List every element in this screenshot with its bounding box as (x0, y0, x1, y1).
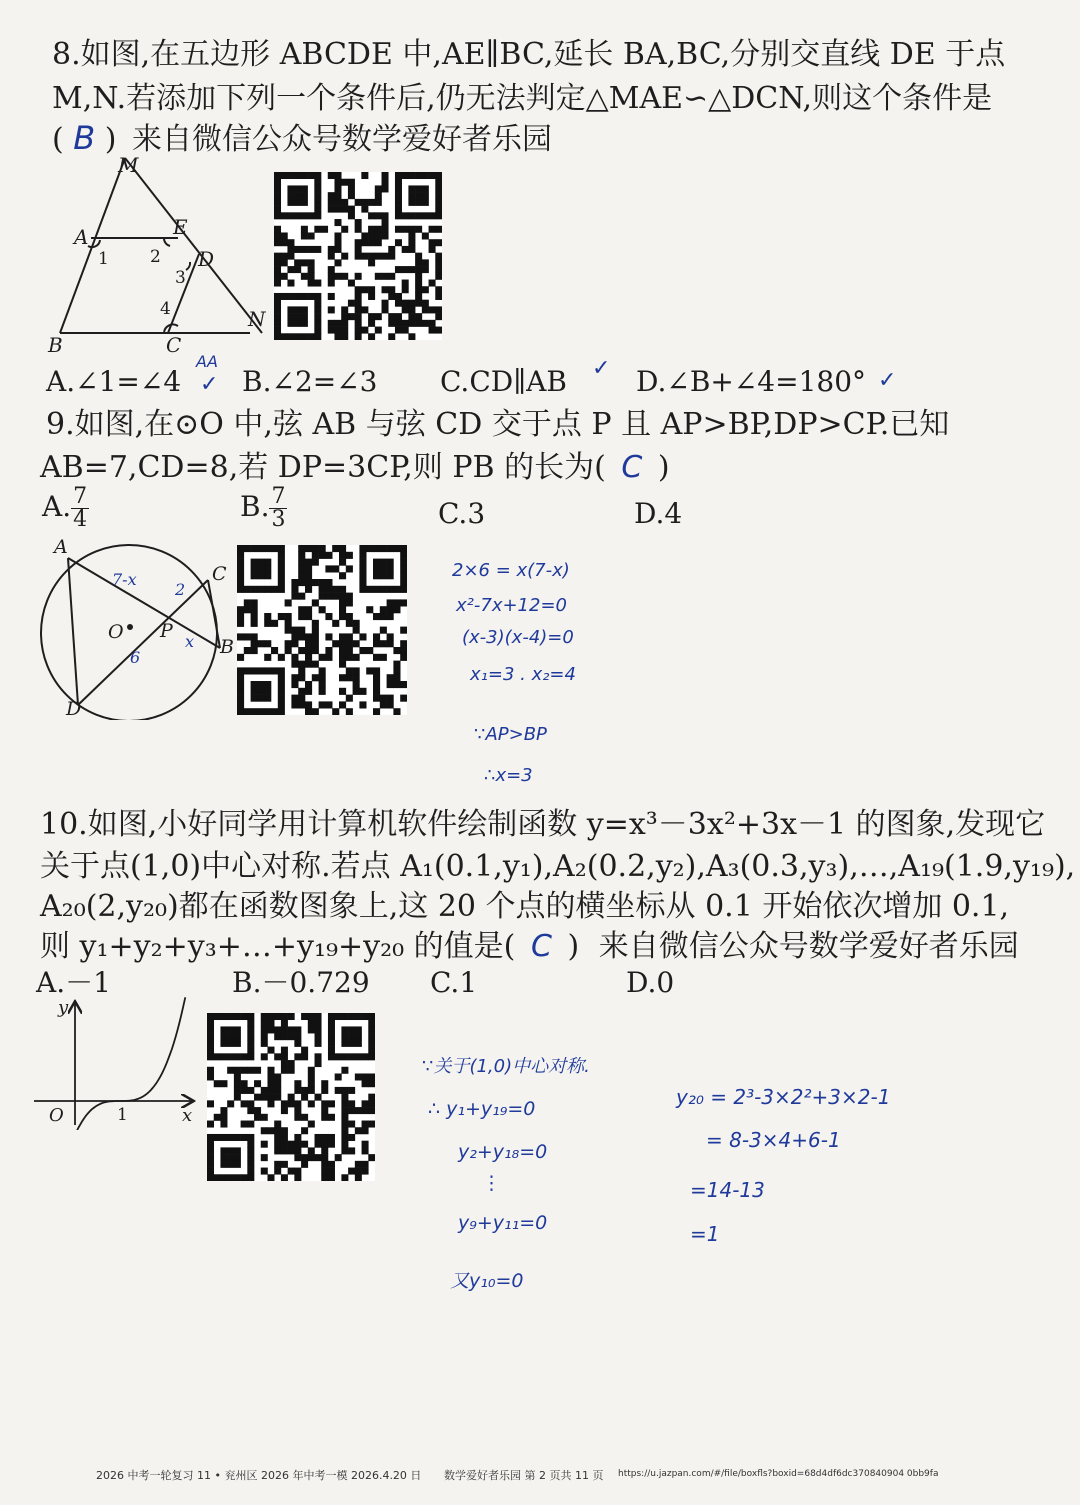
q9-segment-cb (208, 580, 220, 648)
q9-line2-text: AB=7,CD=8,若 DP=3CP,则 PB 的长为( (40, 450, 606, 485)
q9-option-a-den: 4 (73, 507, 88, 532)
q9-option-b-num: 7 (271, 484, 286, 509)
q8-source: 来自微信公众号数学爱好者乐园 (132, 122, 553, 157)
q8-paren-close: ) (104, 122, 117, 157)
q8-angle-1-label: 1 (98, 249, 109, 269)
q8-label-d: D (198, 247, 215, 271)
q10-line4-text: 则 y₁+y₂+y₃+…+y₁₉+y₂₀ 的值是( (40, 929, 516, 964)
q10-handwritten-answer: C (530, 929, 552, 964)
q10-function-curve (71, 997, 186, 1130)
q8-angle-3-label: 3 (175, 268, 186, 288)
q8-handwritten-answer: B (73, 119, 96, 157)
q9-figure (30, 535, 240, 720)
q10-source: 来自微信公众号数学爱好者乐园 (598, 929, 1019, 964)
q9-label-o: O (108, 621, 124, 643)
q9-work-line1: 2×6 = x(7-x) (452, 560, 570, 581)
q10-label-one: 1 (117, 1105, 128, 1125)
q9-option-b (240, 486, 287, 531)
q9-option-a-num: 7 (73, 484, 88, 509)
q9-center-dot (127, 624, 133, 630)
q9-work-line5: ∵AP>BP (474, 724, 547, 745)
q9-work-line3: (x-3)(x-4)=0 (462, 627, 574, 648)
q9-option-b-den: 3 (271, 507, 286, 532)
q8-segment-cd (168, 254, 199, 333)
q9-work-line2: x²-7x+12=0 (456, 595, 567, 616)
q8-label-e: E (173, 215, 188, 239)
q9-option-b-prefix: B. (240, 490, 270, 523)
q8-figure (40, 150, 280, 360)
q8-option-b: B.∠2=∠3 (242, 365, 378, 398)
q8-check-c: ✓ (592, 356, 611, 381)
q10-paren-close: ) (567, 929, 580, 964)
q8-label-n: N (248, 307, 266, 331)
q9-line2 (40, 449, 670, 487)
footer-middle: 数学爱好者乐园 第 2 页共 11 页 (444, 1469, 604, 1482)
q10-label-origin: O (49, 1105, 64, 1126)
q9-option-a-prefix: A. (42, 490, 72, 523)
q8-label-c: C (166, 333, 182, 357)
q9-option-d: D.4 (634, 497, 683, 530)
q10-label-x: x (182, 1105, 193, 1126)
q9-note-x: x (185, 632, 195, 651)
q10-option-c: C.1 (430, 966, 478, 999)
q10-work-left-5: y₉+y₁₁=0 (458, 1212, 548, 1234)
q8-option-c: C.CD∥AB (440, 365, 567, 398)
q10-line1: 10.如图,小好同学用计算机软件绘制函数 y=x³－3x²+3x－1 的图象,发现它 (40, 807, 1046, 842)
q10-work-left-4: ⋮ (482, 1172, 501, 1194)
q10-work-right-4: =1 (690, 1222, 720, 1246)
q10-work-left-6: 又y₁₀=0 (450, 1270, 524, 1292)
q9-label-b: B (220, 636, 234, 658)
q9-chord-ab (68, 558, 220, 648)
q9-option-a-fraction (71, 486, 89, 531)
q9-label-d: D (66, 698, 82, 720)
q8-option-a: A.∠1=∠4 (46, 365, 182, 398)
q10-work-right-3: =14-13 (690, 1178, 765, 1202)
q8-angle-2-arc (164, 238, 170, 246)
q8-option-d: D.∠B+∠4=180° (636, 365, 867, 398)
q9-qr-code (237, 545, 407, 715)
q9-segment-ad (68, 558, 78, 705)
q10-work-left-3: y₂+y₁₈=0 (458, 1141, 548, 1163)
footer-left: 2026 中考一轮复习 11 • 兖州区 2026 年中考一模 2026.4.20 日 (96, 1469, 422, 1482)
q8-check-d: ✓ (878, 368, 897, 393)
q10-qr-code (207, 1013, 375, 1181)
q9-option-c: C.3 (438, 497, 486, 530)
q8-label-b: B (48, 333, 63, 357)
q8-angle-4-label: 4 (160, 299, 171, 319)
q9-work-line6: ∴x=3 (484, 765, 533, 786)
q10-work-left-2: ∴ y₁+y₁₉=0 (428, 1098, 536, 1120)
q8-paren-open: ( (52, 122, 64, 157)
q9-work-line4: x₁=3 . x₂=4 (470, 664, 576, 685)
q9-line1: 9.如图,在⊙O 中,弦 AB 与弦 CD 交于点 P 且 AP>BP,DP>CP.已知 (46, 407, 950, 442)
q9-label-c: C (212, 563, 227, 585)
q9-handwritten-answer: C (621, 450, 643, 485)
q9-label-a: A (54, 536, 68, 558)
q9-note-7-x: 7-x (112, 570, 137, 589)
q8-note-aa: AA (196, 352, 218, 371)
q8-line-mn (125, 158, 262, 333)
q8-line-bm (60, 158, 125, 333)
q9-label-p: P (160, 620, 173, 642)
q8-qr-code (274, 172, 442, 340)
q10-option-d: D.0 (626, 966, 675, 999)
footer-url[interactable]: https://u.jazpan.com/#/file/boxfls?boxid=68d4df6dc370840904 0bb9fa (618, 1469, 939, 1479)
q10-work-right-2: = 8-3×4+6-1 (706, 1128, 841, 1152)
q9-option-b-fraction (269, 486, 287, 531)
q9-note-2: 2 (175, 580, 186, 599)
q8-check-a: ✓ (200, 372, 219, 397)
q8-label-a: A (74, 225, 89, 249)
q8-line1: 8.如图,在五边形 ABCDE 中,AE∥BC,延长 BA,BC,分别交直线 DE 于点 (52, 37, 1006, 72)
q10-option-b: B.－0.729 (232, 966, 370, 999)
q10-label-y: y (58, 997, 69, 1018)
q10-line2: 关于点(1,0)中心对称.若点 A₁(0.1,y₁),A₂(0.2,y₂),A₃(0.3,y₃),…,A₁₉(1.9,y₁₉), (40, 849, 1076, 884)
q9-note-6: 6 (130, 648, 141, 667)
q10-figure (32, 995, 202, 1130)
q10-option-a: A.－1 (36, 966, 111, 999)
q8-angle-2-label: 2 (150, 247, 161, 267)
q9-option-a (42, 486, 89, 531)
q10-line3: A₂₀(2,y₂₀)都在函数图象上,这 20 个点的横坐标从 0.1 开始依次增加 0.1, (40, 889, 1010, 924)
q10-work-right-1: y₂₀ = 2³-3×2²+3×2-1 (676, 1085, 891, 1109)
q8-line2: M,N.若添加下列一个条件后,仍无法判定△MAE∽△DCN,则这个条件是 (52, 81, 993, 116)
q9-paren-close: ) (657, 450, 670, 485)
q10-line4 (40, 928, 1019, 966)
q8-angle-3-arc (186, 262, 190, 270)
q8-label-m: M (118, 153, 139, 177)
q10-work-left-1: ∵关于(1,0)中心对称. (422, 1056, 590, 1077)
